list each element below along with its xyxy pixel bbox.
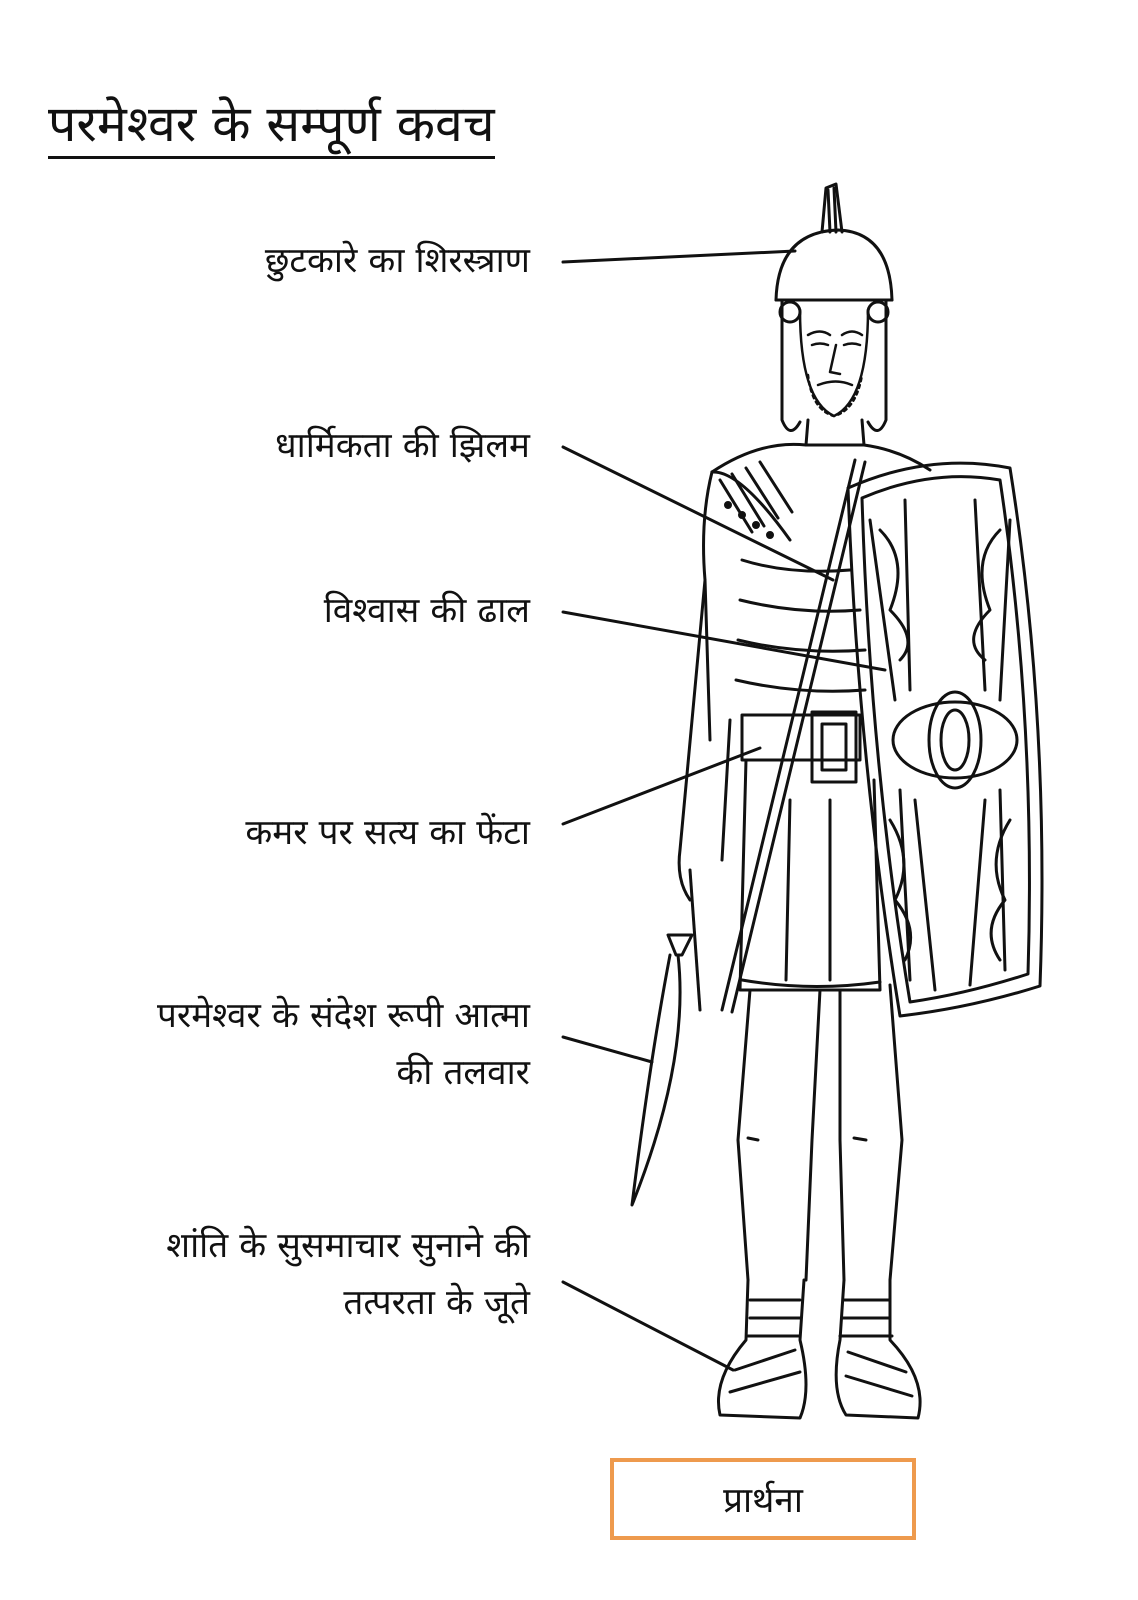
label-shoes [166,1218,530,1332]
prayer-box [610,1458,916,1540]
label-sword-line1: परमेश्वर के संदेश रूपी आत्मा [157,996,530,1036]
legs-drawing [738,985,902,1280]
label-breastplate-text: धार्मिकता की झिलम [275,426,530,466]
prayer-label: प्रार्थना [723,1480,803,1521]
label-belt-text: कमर पर सत्य का फेंटा [245,813,530,853]
callout-helmet [563,251,795,262]
label-helmet [265,233,530,290]
label-sword [157,988,530,1102]
label-breastplate [275,418,530,475]
label-shield-text: विश्वास की ढाल [323,591,530,631]
helmet-drawing [776,184,892,431]
sword-drawing [632,935,692,1205]
page-title: परमेश्वर के सम्पूर्ण कवच [48,96,495,159]
callout-shoes [563,1282,733,1370]
callout-sword [563,1037,652,1062]
label-belt [245,805,530,862]
callout-belt [563,748,760,824]
callout-shield [563,612,885,670]
callout-breastplate [563,447,833,580]
face-drawing [800,310,868,416]
label-shield [324,583,530,640]
label-sword-line2: की तलवार [396,1053,530,1093]
label-shoes-line1: शांति के सुसमाचार सुनाने की [166,1226,530,1266]
label-shoes-line2: तत्परता के जूते [343,1283,530,1323]
label-helmet-text: छुटकारे का शिरस्त्राण [264,241,530,281]
sandals-drawing [718,1280,920,1418]
